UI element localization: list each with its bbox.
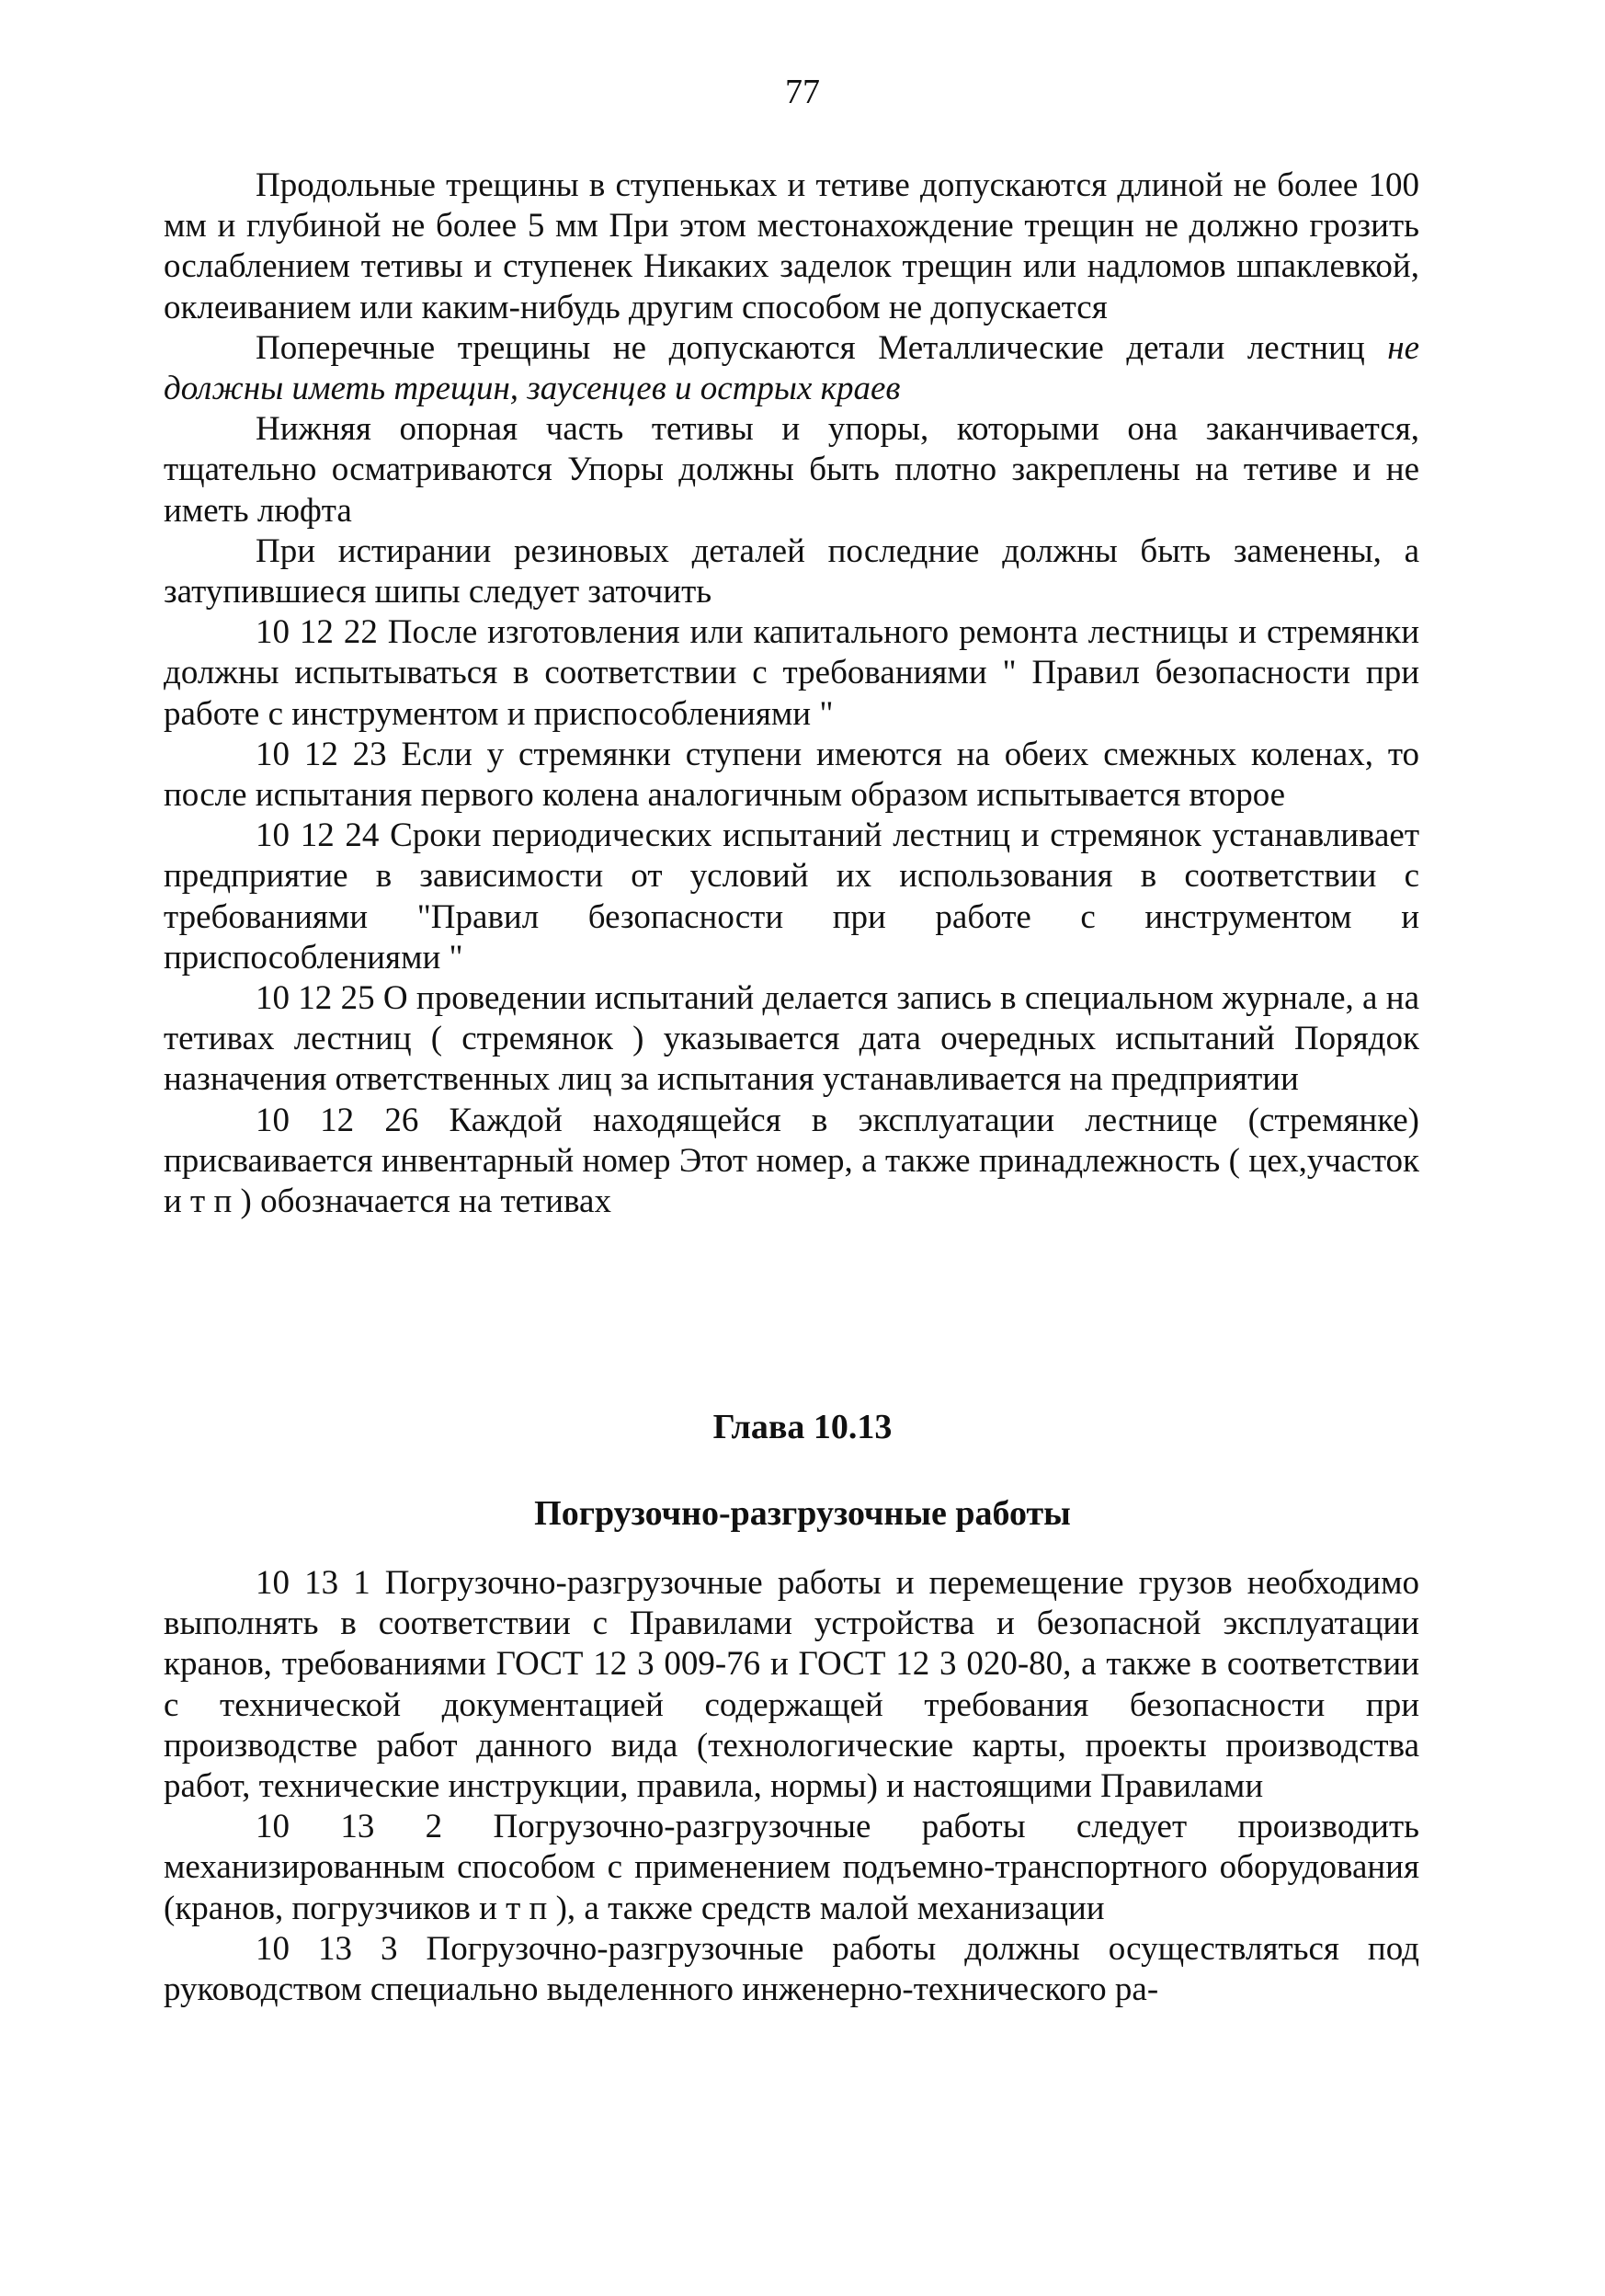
section-title: Погрузочно-разгрузочные работы xyxy=(534,1494,1071,1533)
paragraph-10-12-26: 10 12 26 Каждой находящейся в эксплуатации лестнице (стремянке) присваивается инвентарный номер Этот номер, а также принадлежность ( цех,участок и т п ) обозначается на тетивах xyxy=(164,1101,1419,1221)
paragraph-10-13-1: 10 13 1 Погрузочно-разгрузочные работы и перемещение грузов необходимо выполнять в соответствии с Правилами устройства и безопасной эксплуатации кранов, требованиями ГОСТ 12 3 009-76 и ГОСТ 12 3 020-80, а также в соответствии с технической документацией содержащей требования безопасности при производстве работ данного вида (технологические карты, проекты производства работ, технические инструкции, правила, нормы) и настоящими Правилами xyxy=(164,1564,1419,1806)
paragraph-support: Нижняя опорная часть тетивы и упоры, которыми она заканчивается, тщательно осматриваются Упоры должны быть плотно закреплены на тетиве и не иметь люфта xyxy=(164,410,1419,530)
paragraph-transverse-italic: не должны иметь трещин, заусенцев и острых краев xyxy=(164,328,1420,408)
bottom-text-block xyxy=(164,1563,1419,2010)
paragraph-rubber-parts: При истирании резиновых деталей последние должны быть заменены, а затупившиеся шипы следует заточить xyxy=(164,531,1419,611)
paragraph-10-13-3: 10 13 3 Погрузочно-разгрузочные работы должны осуществляться под руководством специально выделенного инженерно-технического ра- xyxy=(164,1929,1419,2009)
paragraph-10-13-2: 10 13 2 Погрузочно-разгрузочные работы следует производить механизированным способом с применением подъемно-транспортного оборудования (кранов, погрузчиков и т п ), а также средств малой механизации xyxy=(164,1808,1419,1927)
paragraph-10-12-24: 10 12 24 Сроки периодических испытаний лестниц и стремянок устанавливает предприятие в зависимости от условий их использования в соответствии с требованиями "Правил безопасности при работе с инструментом и приспособлениями " xyxy=(164,817,1419,977)
paragraph-cracks: Продольные трещины в ступеньках и тетиве допускаются длиной не более 100 мм и глубиной не более 5 мм При этом местонахождение трещин не должно грозить ослаблением тетивы и ступенек Никаких заделок трещин или надломов шпаклевкой, оклеиванием или каким-нибудь другим способом не допускается xyxy=(164,166,1419,326)
paragraph-transverse-lead: Поперечные трещины не допускаются Металлические детали лестниц xyxy=(256,328,1365,367)
top-text-block xyxy=(164,166,1419,1222)
page-number: 77 xyxy=(785,73,820,111)
paragraph-10-12-23: 10 12 23 Если у стремянки ступени имеются на обеих смежных коленах, то после испытания первого колена аналогичным образом испытывается второе xyxy=(164,735,1419,815)
paragraph-10-12-22: 10 12 22 После изготовления или капитального ремонта лестницы и стремянки должны испытываться в соответствии с требованиями " Правил безопасности при работе с инструментом и приспособлениями " xyxy=(164,613,1419,733)
paragraph-transverse-cracks xyxy=(164,328,1419,409)
paragraph-10-12-25: 10 12 25 О проведении испытаний делается запись в специальном журнале, а на тетивах лестниц ( стремянок ) указывается дата очередных испытаний Порядок назначения ответственных лиц за испытания устанавливается на предприятии xyxy=(164,979,1419,1099)
chapter-title: Глава 10.13 xyxy=(712,1408,893,1446)
